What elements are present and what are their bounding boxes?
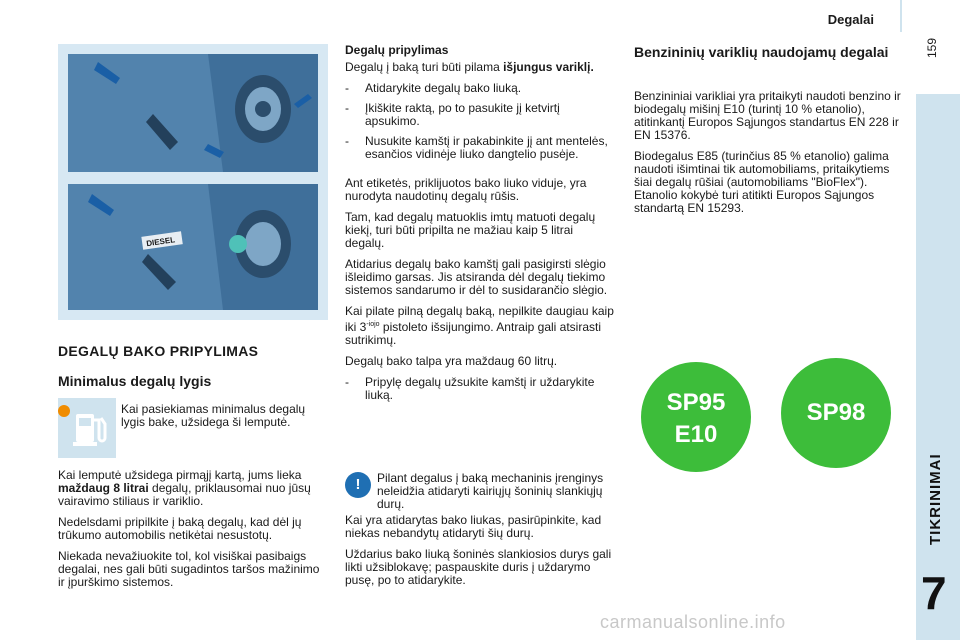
- warning-text: Pilant degalus į baką mechaninis įrenginys neleidžia atidaryti kairiųjų šoninių slankiųjų durų.: [377, 471, 604, 511]
- badge-line: E10: [674, 421, 718, 448]
- warning-dot-icon: [58, 405, 70, 417]
- middle-paragraph-3: Atidarius degalų bako kamštį gali pasigirsti slėgio išleidimo garsas. Jis atsiranda dėl degalų tiekimo sistemos sandarumo ir dėl to susidarančio slėgio.: [345, 257, 608, 297]
- refuel-step: - Pripylę degalų užsukite kamštį ir uždarykite liuką.: [345, 376, 615, 402]
- middle-paragraph-2: Tam, kad degalų matuoklis imtų matuoti degalų kiekį, turi būti pripilta ne mažiau kaip 5 litrai degalų.: [345, 210, 596, 250]
- middle-paragraph-7: Uždarius bako liuką šoninės slankiosios durys gali likti užsiblokavę; paspauskite duris į uždarymo pusę, po to atidarykite.: [345, 547, 612, 587]
- refuel-step: - Nusukite kamštį ir pakabinkite jį ant mentelės, esančios vidinėje liuko dangtelio pusėje.: [345, 135, 615, 161]
- refuel-step: - Įkiškite raktą, po to pasukite jį ketvirtį apsukimo.: [345, 102, 615, 128]
- refuel-heading: Degalų pripylimas: [345, 43, 449, 57]
- sp98-badge: [781, 358, 891, 468]
- chapter-side-tab: [916, 94, 960, 640]
- right-paragraph-2: Biodegalus E85 (turinčius 85 % etanolio) galima naudoti išimtinai tik automobiliams, pritaikytiems šiai degalų rūšiai (automobiliams "BioFlex"). Etanolio kokybė turi atitikti Europos Sąjungos standartą EN 15293.: [634, 149, 890, 215]
- left-body: [58, 469, 328, 597]
- diesel-label: DIESEL: [145, 235, 176, 249]
- sp95-e10-badge: [641, 362, 751, 472]
- badge-line: SP95: [666, 389, 726, 416]
- watermark: carmanualsonline.info: [600, 612, 786, 632]
- petrol-fuel-heading: Benzininių variklių naudojamų degalai: [634, 44, 889, 60]
- middle-bottom: [345, 514, 620, 595]
- middle-body: [345, 44, 615, 412]
- left-paragraph-3: Niekada nevažiuokite tol, kol visiškai pasibaigs degalai, nes gali būti sugadintos taršos mažinimo ir įpurškimo sistemos.: [58, 549, 320, 589]
- right-body: [634, 90, 904, 223]
- right-paragraph-1: Benzininiai varikliai yra pritaikyti naudoti benzino ir biodegalų mišinį E10 (turintį 10 % etanolio), atitinkantį Europos Sąjungos standartus EN 228 ir EN 15376.: [634, 89, 901, 142]
- left-paragraph-1: Kai lemputė užsidega pirmąjį kartą, jums lieka maždaug 8 litrai degalų, priklausomai nuo jūsų vairavimo stiliaus ir variklio.: [58, 468, 311, 508]
- section-heading-main: DEGALŲ BAKO PRIPYLIMAS: [58, 343, 259, 359]
- middle-paragraph-6: Kai yra atidarytas bako liukas, pasirūpinkite, kad niekas nebandytų atidaryti šių durų.: [345, 513, 602, 540]
- page-number: 159: [925, 37, 939, 58]
- refuel-step: - Atidarykite degalų bako liuką.: [345, 82, 615, 95]
- warning-icon: !: [345, 472, 371, 498]
- section-heading-minimum-level: Minimalus degalų lygis: [58, 373, 212, 389]
- refuel-final-step: [345, 376, 615, 402]
- middle-paragraph-4: Kai pilate pilną degalų baką, nepilkite daugiau kaip iki $3^{-iojo}$ pistoleto išsijungimo. Antraip gali atsirasti sutrikimų.: [345, 304, 614, 347]
- header-divider: [900, 0, 902, 32]
- middle-paragraph-1: Ant etiketės, priklijuotos bako liuko viduje, yra nurodyta naudotinų degalų rūšis.: [345, 176, 587, 203]
- refuel-steps: [345, 82, 615, 161]
- chapter-number: 7: [921, 567, 947, 619]
- lamp-description: Kai pasiekiamas minimalus degalų lygis bake, užsidega ši lemputė.: [121, 402, 306, 429]
- page-header-title: Degalai: [827, 12, 874, 27]
- badge-line: SP98: [806, 399, 866, 426]
- middle-paragraph-5: Degalų bako talpa yra maždaug 60 litrų.: [345, 354, 558, 368]
- fuel-cap-illustration: [58, 44, 328, 320]
- left-paragraph-2: Nedelsdami pripilkite į baką degalų, kad dėl jų trūkumo automobilis netikėtai nesustotų.: [58, 515, 302, 542]
- refuel-intro: Degalų į baką turi būti pilama išjungus variklį.: [345, 60, 594, 74]
- chapter-label: TIKRINIMAI: [927, 453, 944, 545]
